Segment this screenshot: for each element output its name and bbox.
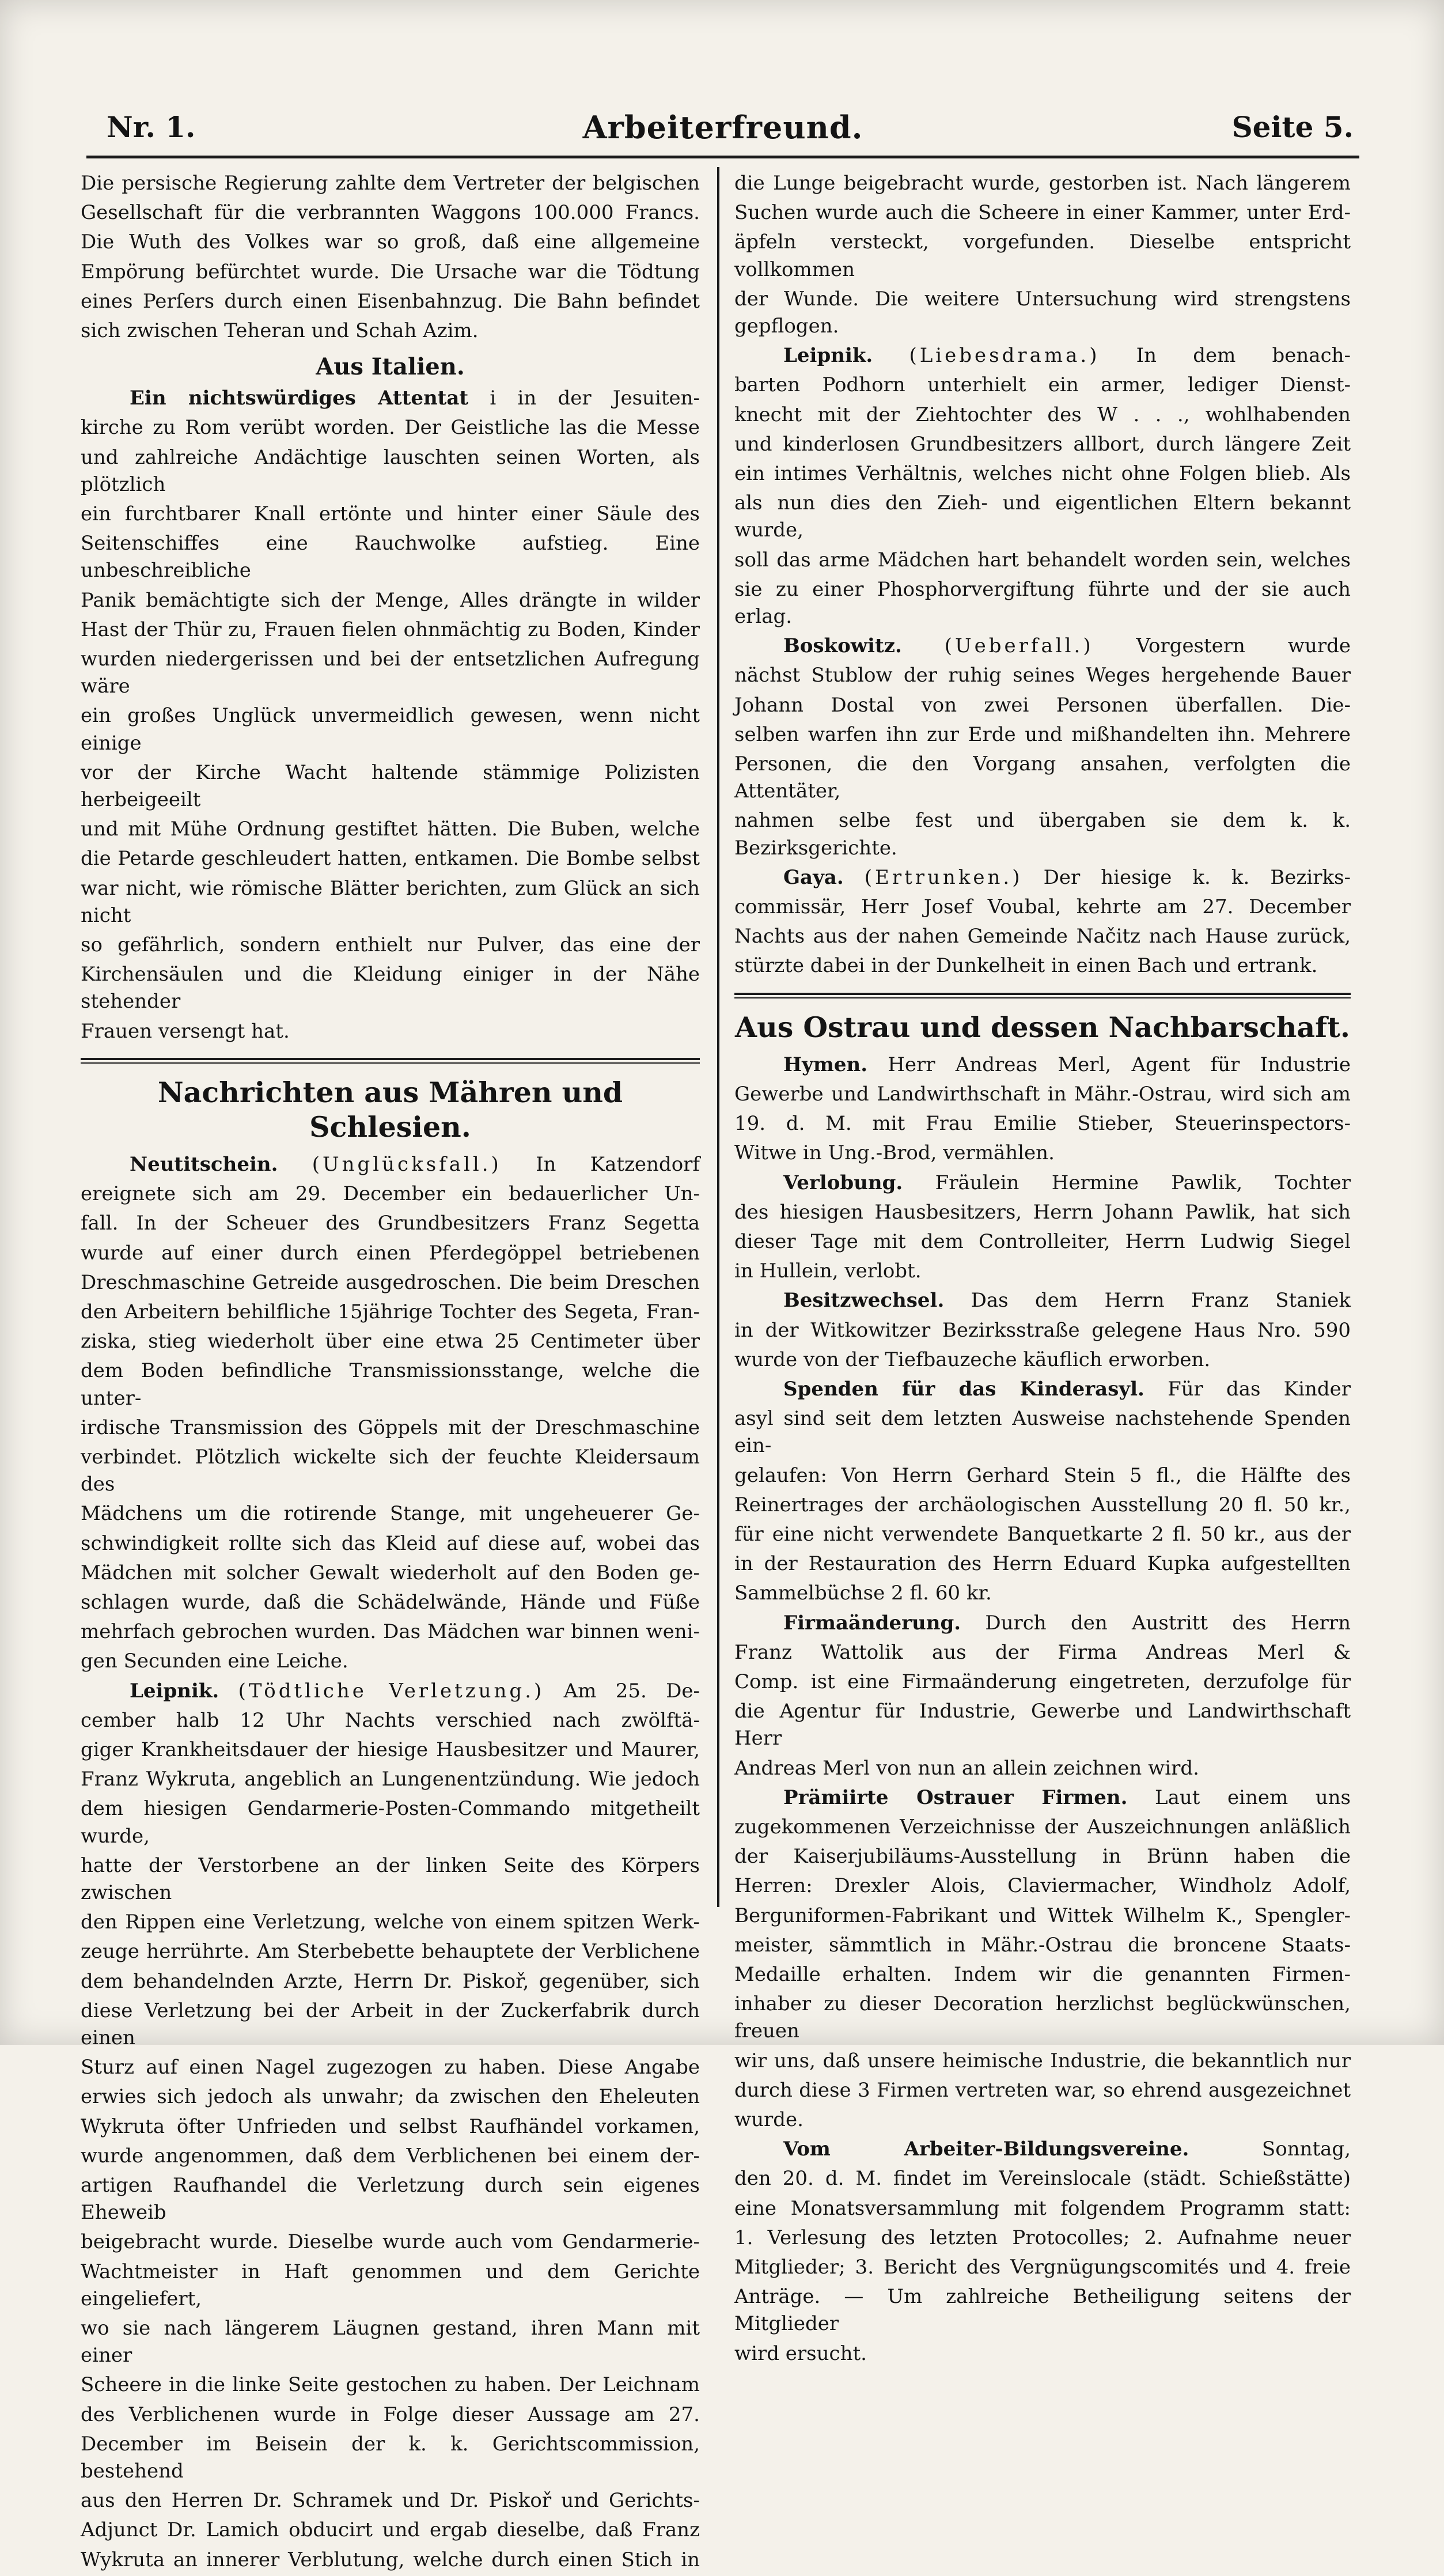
text-line: sich zwischen Teheran und Schah Azim. [81,319,479,343]
text-line: für eine nicht verwendete Banquetkarte 2 fl. 50 kr., aus der [734,1522,1351,1546]
text-span: Laut einem uns [1127,1786,1351,1809]
text-line: dem Boden befindliche Transmissionsstange, welche die unter- [81,1359,700,1410]
text-line: die Lunge beigebracht wurde, gestorben ist. Nach längerem [734,172,1351,195]
text-line: wurden niedergerissen und bei der entsetzlichen Aufregung wäre [81,648,700,698]
article-tag: (Ueberfall.) [944,634,1094,658]
text-line: war nicht, wie römische Blätter berichten, zum Glück an sich nicht [81,876,700,927]
text-line: cember halb 12 Uhr Nachts verschied nach zwölftä- [81,1708,700,1732]
text-line: Reinertrages der archäologischen Ausstellung 20 fl. 50 kr., [734,1493,1351,1516]
text-line: nahmen selbe fest und übergaben sie dem k. k. Bezirksgerichte. [734,809,1351,860]
text-line: Mädchen mit solcher Gewalt wiederholt auf den Boden ge- [81,1561,700,1584]
text-line: hatte der Verstorbene an der linken Seite des Körpers zwischen [81,1853,700,1904]
text-line: und zahlreiche Andächtige lauschten seinen Worten, als plötzlich [81,445,700,496]
text-line: die Petarde geschleudert hatten, entkamen. Die Bombe selbst [81,847,700,871]
text-line: wurde von der Tiefbauzeche käuflich erworben. [734,1348,1211,1371]
article-keyword: Leipnik. [783,344,873,368]
text-line: Adjunct Dr. Lamich obducirt und ergab dieselbe, daß Franz [81,2518,700,2542]
article-keyword: Gaya. [783,865,844,889]
text-line: Empörung befürchtet wurde. Die Ursache war die Tödtung [81,260,700,283]
text-line: knecht mit der Ziehtochter des W . . ., wohlhabenden [734,403,1351,426]
text-line: den Rippen eine Verletzung, welche von einem spitzen Werk- [81,1911,700,1934]
article-keyword: Ein nichtswürdiges Attentat [130,387,469,410]
text-line: Kirchensäulen und die Kleidung einiger in der Nähe stehender [81,963,700,1013]
text-line: diese Verletzung bei der Arbeit in der Zuckerfabrik durch einen [81,1999,700,2049]
text-line: eines Perſers durch einen Eisenbahnzug. Die Bahn befindet [81,289,700,313]
text-line-lead [734,1376,1351,1403]
text-span: Sonntag, [1189,2138,1351,2161]
article-keyword: Neutitschein. [130,1152,278,1176]
text-line: Wachtmeister in Haft genommen und dem Gerichte eingeliefert, [81,2260,700,2310]
text-line: Gesellschaft für die verbrannten Waggons 100.000 Francs. [81,201,700,225]
text-line: Andreas Merl von nun an allein zeichnen wird. [734,1756,1199,1780]
text-line: in der Witkowitzer Bezirksstraße gelegene Haus Nro. 590 [734,1318,1351,1342]
right-column [734,170,1351,2370]
text-line: Die Wuth des Volkes war so groß, daß eine allgemeine [81,230,700,254]
text-line: eine Monatsversammlung mit folgendem Programm statt: [734,2196,1351,2220]
text-line: beigebracht wurde. Dieselbe wurde auch vom Gendarmerie- [81,2230,700,2254]
text-line: stürzte dabei in der Dunkelheit in einen Bach und ertrank. [734,954,1318,978]
article-firmaaenderung [734,1610,1351,1782]
article-hymen [734,1051,1351,1167]
text-span: Fräulein Hermine Pawlik, Tochter [903,1171,1351,1194]
text-line: Frauen versengt hat. [81,1019,290,1043]
text-line: artigen Raufhandel die Verletzung durch sein eigenes Eheweib [81,2174,700,2225]
text-line: Berguniformen-Fabrikant und Wittek Wilhelm K., Spengler- [734,1904,1351,1927]
text-line: des hiesigen Hausbesitzers, Herrn Johann Pawlik, hat sich [734,1200,1351,1224]
text-line: Franz Wattolik aus der Firma Andreas Merl & [734,1640,1351,1664]
text-line: selben warfen ihn zur Erde und mißhandelten ihn. Mehrere [734,723,1351,746]
column-divider [717,167,719,1907]
article-besitzwechsel [734,1287,1351,1374]
text-line: dem hiesigen Gendarmerie-Posten-Commando mitgetheilt wurde, [81,1797,700,1848]
text-line: so gefährlich, sondern enthielt nur Pulver, das eine der [81,933,700,957]
section-heading-moravia: Nachrichten aus Mähren und Schlesien. [157,1075,623,1144]
text-line-lead [734,1784,1351,1811]
text-line: dem behandelnden Arzte, Herrn Dr. Piskoř, gegenüber, sich [81,1969,700,1993]
text-line: asyl sind seit dem letzten Ausweise nachstehende Spenden ein- [734,1407,1351,1458]
text-span: In Katzendorf [501,1152,700,1176]
article-tag: (Liebesdrama.) [909,344,1100,368]
page-header [86,107,1359,147]
text-line: Wykruta öfter Unfrieden und selbst Raufhändel vorkamen, [81,2114,700,2138]
text-line-lead [81,1151,700,1178]
text-line: Witwe in Ung.-Brod, vermählen. [734,1141,1055,1165]
text-line: Johann Dostal von zwei Personen überfallen. Die- [734,693,1351,717]
text-line: und mit Mühe Ordnung gestiftet hätten. Die Buben, welche [81,818,700,841]
text-line: wurde auf einer durch einen Pferdegöppel betriebenen [81,1241,700,1265]
text-line: Die persische Regierung zahlte dem Vertreter der belgischen [81,172,700,195]
text-span: i in der Jesuiten- [468,387,700,410]
text-span: Vorgestern wurde [1093,634,1351,658]
text-line: inhaber zu dieser Decoration herzlichst beglückwünschen, freuen [734,1992,1351,2043]
text-line: 19. d. M. mit Frau Emilie Stieber, Steuerinspectors- [734,1112,1351,1136]
text-line: Seitenschiffes eine Rauchwolke aufstieg. Eine unbeschreibliche [81,532,700,582]
masthead-title: Arbeiterfreund. [582,109,863,146]
text-line: der Kaiserjubiläums-Ausstellung in Brünn haben die [734,1845,1351,1868]
text-line: Franz Wykruta, angeblich an Lungenentzündung. Wie jedoch [81,1768,700,1791]
text-line: Wykruta an innerer Verblutung, welche durch einen Stich in [81,2548,700,2571]
article-spenden [734,1376,1351,1607]
text-line: Hast der Thür zu, Frauen fielen ohnmächtig zu Boden, Kinder [81,618,700,641]
text-line: Mädchens um die rotirende Stange, mit ungeheuerer Ge- [81,1502,700,1526]
text-line-lead [734,1610,1351,1637]
text-line: wurde. [734,2108,804,2131]
text-line-lead [734,864,1351,891]
text-line: kirche zu Rom verübt worden. Der Geistliche las die Messe [81,416,700,440]
section-heading-ostrau: Aus Ostrau und dessen Nachbarschaft. [735,1010,1350,1044]
text-line: sie zu einer Phosphorvergiftung führte und der sie auch erlag. [734,577,1351,629]
text-line: wurde angenommen, daß dem Verblichenen bei einem der- [81,2144,700,2168]
text-line: in der Restauration des Herrn Eduard Kupka aufgestellten [734,1552,1351,1576]
text-line: wird ersucht. [734,2342,867,2365]
text-line: den 20. d. M. findet im Vereinslocale (städt. Schießstätte) [734,2167,1351,2191]
article-keyword: Boskowitz. [783,634,902,658]
article-neutitschein [81,1151,700,1675]
text-line: 1. Verlesung des letzten Protocolles; 2. Aufnahme neuer [734,2226,1351,2249]
text-line: nächst Stublow der ruhig seines Weges hergehende Bauer [734,664,1351,687]
text-line: dieser Tage mit dem Controlleiter, Herrn Ludwig Siegel [734,1230,1351,1253]
text-line-lead [81,385,700,412]
text-line: ein intimes Verhältnis, welches nicht ohne Folgen blieb. Als [734,462,1351,486]
section-rule [81,1058,700,1064]
article-keyword: Firmaänderung. [783,1611,961,1635]
text-span: Herr Andreas Merl, Agent für Industrie [867,1053,1351,1076]
text-line: den Arbeitern behilfliche 15jährige Tochter des Segeta, Fran- [81,1300,700,1323]
text-line: durch diese 3 Firmen vertreten war, so ehrend ausgezeichnet [734,2078,1351,2102]
article-gaya [734,864,1351,980]
text-line-lead [734,633,1351,660]
text-line: vor der Kirche Wacht haltende stämmige Polizisten herbeigeeilt [81,761,700,812]
text-line: Sammelbüchse 2 fl. 60 kr. [734,1582,992,1605]
text-line-lead [734,2136,1351,2163]
article-tag: (Tödtliche Verletzung.) [238,1679,545,1703]
text-line: schlagen wurde, daß die Schädelwände, Hände und Füße [81,1590,700,1614]
text-line: Herren: Drexler Alois, Claviermacher, Windholz Adolf, [734,1874,1351,1898]
article-italy [81,385,700,1045]
text-line: ein furchtbarer Knall ertönte und hinter einer Säule des [81,502,700,526]
text-line: und kinderlosen Grundbesitzers allbort, durch längere Zeit [734,432,1351,456]
text-line: mehrfach gebrochen wurden. Das Mädchen war binnen weni- [81,1620,700,1644]
text-line: schwindigkeit rollte sich das Kleid auf diese auf, wobei das [81,1531,700,1555]
article-boskowitz [734,633,1351,862]
text-line: giger Krankheitsdauer der hiesige Hausbesitzer und Maurer, [81,1738,700,1761]
text-span: Am 25. De- [544,1679,700,1703]
text-line: wir uns, daß unsere heimische Industrie, die bekanntlich nur [734,2049,1351,2072]
text-line: gelaufen: Von Herrn Gerhard Stein 5 fl., die Hälfte des [734,1463,1351,1487]
header-rule [86,156,1359,158]
text-line: als nun dies den Zieh- und eigentlichen Eltern bekannt wurde, [734,491,1351,542]
text-line: meister, sämmtlich in Mähr.-Ostrau die broncene Staats- [734,1933,1351,1957]
article-keyword: Spenden für das Kinderasyl. [783,1377,1144,1401]
text-line: Comp. ist eine Firmaänderung eingetreten, derzufolge für [734,1670,1351,1693]
text-line: die Agentur für Industrie, Gewerbe und Landwirthschaft Herr [734,1700,1351,1750]
left-column [81,170,700,2576]
text-line: erwies sich jedoch als unwahr; da zwischen den Eheleuten [81,2085,700,2109]
text-line: Nachts aus der nahen Gemeinde Načitz nach Hause zurück, [734,925,1351,948]
article-keyword: Prämiirte Ostrauer Firmen. [783,1786,1128,1809]
article-tag: (Ertrunken.) [864,865,1023,889]
text-line: Dreschmaschine Getreide ausgedroschen. Die beim Dreschen [81,1270,700,1294]
heading-italy: Aus Italien. [316,353,465,381]
text-line-lead [81,1678,700,1705]
text-line: in Hullein, verlobt. [734,1259,922,1283]
text-line: wo sie nach längerem Läugnen gestand, ihren Mann mit einer [81,2317,700,2367]
article-tag: (Unglücksfall.) [312,1152,502,1176]
text-line: des Verblichenen wurde in Folge dieser Aussage am 27. [81,2403,700,2426]
text-line: zugekommenen Verzeichnisse der Auszeichnungen anläßlich [734,1815,1351,1839]
text-line-lead [734,1051,1351,1079]
text-line: Anträge. — Um zahlreiche Betheiligung seitens der Mitglieder [734,2285,1351,2336]
text-line-lead [734,1170,1351,1197]
text-line: commissär, Herr Josef Voubal, kehrte am 27. December [734,895,1351,919]
text-line-lead [734,1287,1351,1314]
text-span: In dem benach- [1100,344,1351,368]
issue-number: Nr. 1. [107,110,196,144]
text-line: Panik bemächtigte sich der Menge, Alles drängte in wilder [81,588,700,612]
text-line: ziska, stieg wiederholt über eine etwa 25 Centimeter über [81,1330,700,1353]
article-keyword: Vom Arbeiter-Bildungsvereine. [783,2138,1189,2161]
article-verlobung [734,1170,1351,1285]
text-line: Mitglieder; 3. Bericht des Vergnügungscomités und 4. freie [734,2256,1351,2279]
section-rule [734,993,1351,998]
text-line: Medaille erhalten. Indem wir die genannten Firmen- [734,1962,1351,1986]
article-arbeiter-bildungsverein [734,2136,1351,2367]
article-keyword: Leipnik. [130,1679,219,1703]
text-line-lead [734,342,1351,369]
text-line: fall. In der Scheuer des Grundbesitzers Franz Segetta [81,1212,700,1235]
text-line: Scheere in die linke Seite gestochen zu haben. Der Leichnam [81,2373,700,2397]
text-line: Gewerbe und Landwirthschaft in Mähr.-Ostrau, wird sich am [734,1082,1351,1106]
text-line: der Wunde. Die weitere Untersuchung wird strengstens gepflogen. [734,287,1351,338]
text-line: December im Beisein der k. k. Gerichtscommission, bestehend [81,2432,700,2483]
article-keyword: Hymen. [783,1053,868,1076]
text-line: verbindet. Plötzlich wickelte sich der feuchte Kleidersaum des [81,1445,700,1496]
text-line: Sturz auf einen Nagel zugezogen zu haben. Diese Angabe [81,2056,700,2079]
text-line: äpfeln versteckt, vorgefunden. Dieselbe entspricht vollkommen [734,230,1351,281]
text-line: gen Secunden eine Leiche. [81,1650,348,1673]
text-span: Für das Kinder [1144,1377,1351,1401]
article-persia [81,170,700,345]
article-keyword: Besitzwechsel. [783,1289,945,1312]
article-leipnik-continued [734,170,1351,340]
article-leipnik [81,1678,700,2574]
text-span: Der hiesige k. k. Bezirks- [1022,865,1351,889]
text-line: Suchen wurde auch die Scheere in einer Kammer, unter Erd- [734,201,1351,225]
text-line: zeuge herrührte. Am Sterbebette behauptete der Verblichene [81,1940,700,1964]
text-line: ereignete sich am 29. December ein bedauerlicher Un- [81,1182,700,1206]
article-keyword: Verlobung. [783,1171,903,1194]
article-leipnik-liebesdrama [734,342,1351,630]
text-line: soll das arme Mädchen hart behandelt worden sein, welches [734,548,1351,572]
text-line: aus den Herren Dr. Schramek und Dr. Piskoř und Gerichts- [81,2489,700,2513]
page-number: Seite 5. [1231,110,1354,144]
article-praemiirte-firmen [734,1784,1351,2134]
text-span: Durch den Austritt des Herrn [961,1611,1351,1635]
text-line: barten Podhorn unterhielt ein armer, lediger Dienst- [734,373,1351,397]
text-line: irdische Transmission des Göppels mit der Dreschmaschine [81,1416,700,1439]
text-line: Personen, die den Vorgang ansahen, verfolgten die Attentäter, [734,752,1351,803]
text-span: Das dem Herrn Franz Staniek [944,1289,1351,1312]
text-line: ein großes Unglück unvermeidlich gewesen, wenn nicht einige [81,704,700,755]
